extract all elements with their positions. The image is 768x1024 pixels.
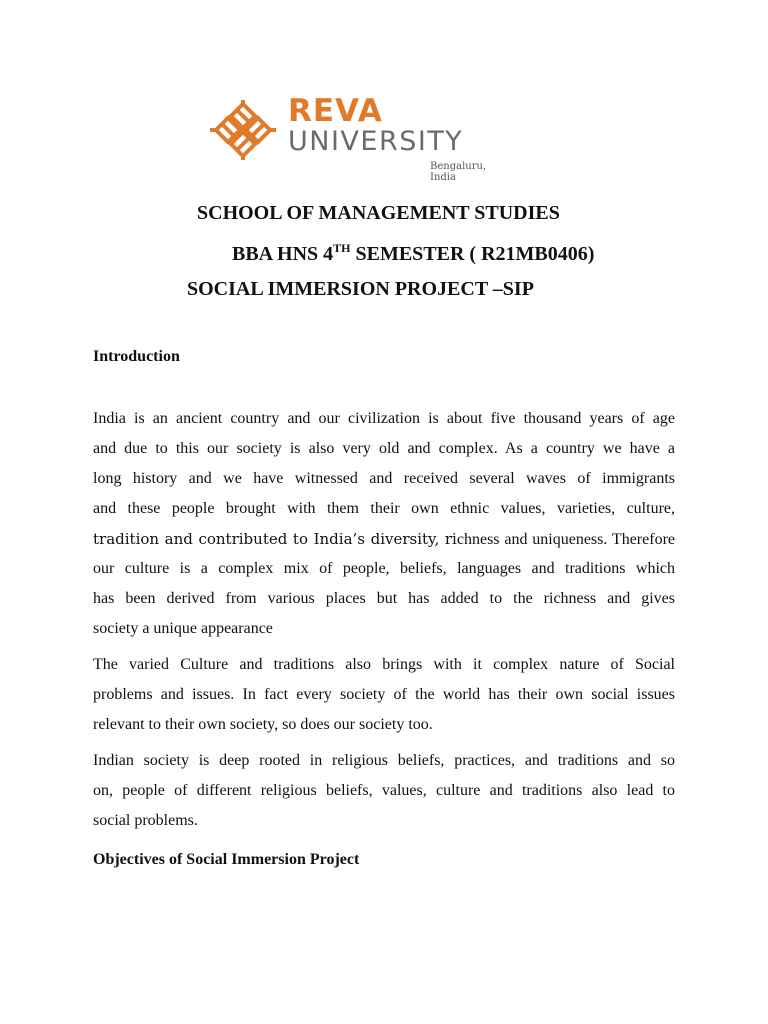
program-prefix: BBA HNS 4 <box>232 243 334 265</box>
intro-paragraph-3 <box>93 746 675 836</box>
paragraph-line: has been derived from various places but has added to the richness and gives <box>93 590 675 607</box>
paragraph-line: and these people brought with them their own ethnic values, varieties, culture, <box>93 500 675 517</box>
paragraph-line: India is an ancient country and our civilization is about five thousand years of age <box>93 410 675 427</box>
paragraph-line: Indian society is deep rooted in religious beliefs, practices, and traditions and so <box>93 752 675 769</box>
logo-location-text: Bengaluru, India <box>430 161 487 183</box>
mixed-font-run: tradition and contributed to India’s diversity, ri <box>93 530 457 548</box>
program-suffix: SEMESTER ( R21MB0406) <box>350 243 595 265</box>
paragraph-line-mixed <box>93 524 675 554</box>
logo-name-text: UNIVERSITY <box>288 126 464 157</box>
intro-paragraph-2 <box>93 650 675 740</box>
paragraph-line: social problems. <box>93 812 198 829</box>
intro-paragraph-1 <box>93 404 675 644</box>
paragraph-line: relevant to their own society, so does our society too. <box>93 716 433 733</box>
program-sup: TH <box>333 241 351 255</box>
university-logo <box>208 94 508 184</box>
paragraph-line: long history and we have witnessed and received several waves of immigrants <box>93 470 675 487</box>
paragraph-line: problems and issues. In fact every society of the world has their own social issues <box>93 686 675 703</box>
paragraph-line: The varied Culture and traditions also brings with it complex nature of Social <box>93 656 675 673</box>
introduction-heading: Introduction <box>93 348 180 365</box>
project-title: SOCIAL IMMERSION PROJECT –SIP <box>187 278 534 300</box>
endless-knot-logo-icon <box>208 100 278 160</box>
paragraph-line: our culture is a complex mix of people, beliefs, languages and traditions which <box>93 560 675 577</box>
program-title <box>232 241 594 266</box>
line-remainder: chness and uniqueness. Therefore <box>456 531 675 548</box>
logo-brand-text: REVA <box>288 93 383 129</box>
paragraph-line: society a unique appearance <box>93 620 273 637</box>
paragraph-line: and due to this our society is also very old and complex. As a country we have a <box>93 440 675 457</box>
paragraph-line: on, people of different religious beliefs, values, culture and traditions also lead to <box>93 782 675 799</box>
objectives-heading: Objectives of Social Immersion Project <box>93 851 360 868</box>
school-title: SCHOOL OF MANAGEMENT STUDIES <box>197 202 560 224</box>
